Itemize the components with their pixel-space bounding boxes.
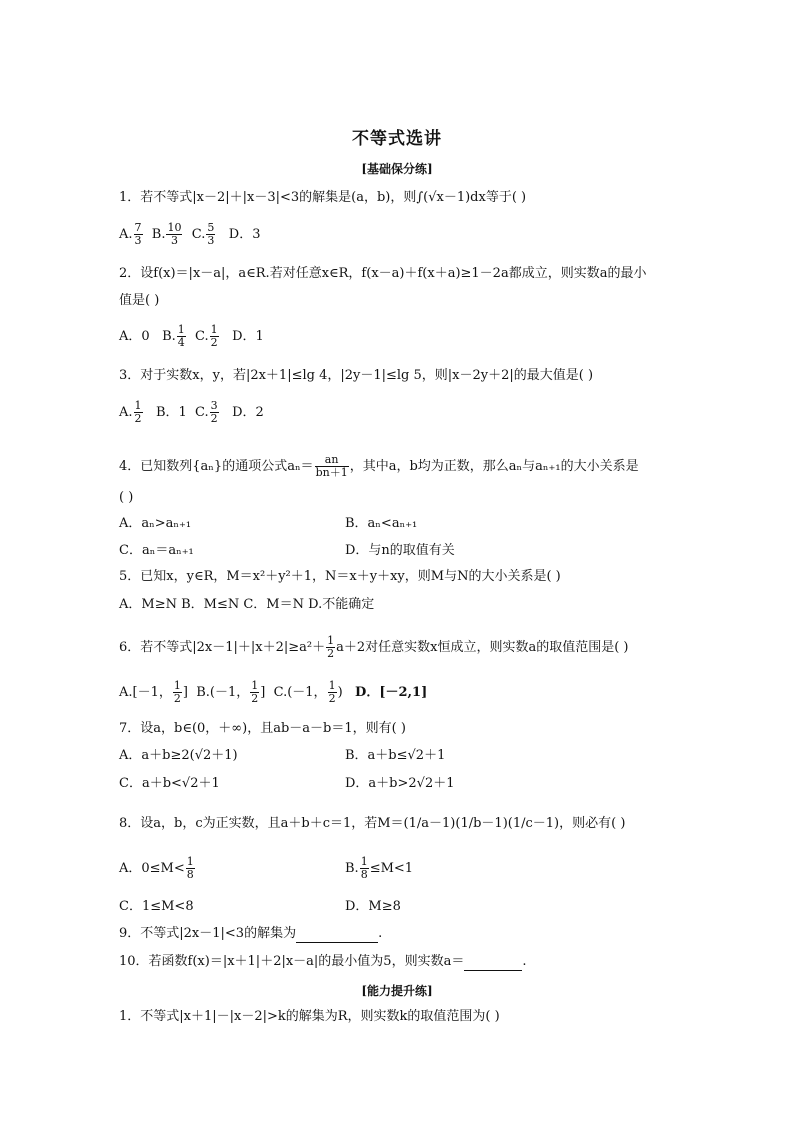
question-8-option-b: B. $\frac{1}{8}$ ≤M<1 [345,855,414,881]
page-title: 不等式选讲 [352,129,442,149]
option-c-fraction: $\frac{1}{2}$ [210,323,218,349]
question-4-stem: 4．已知数列{aₙ}的通项公式aₙ＝ $\frac{an}{bn+1}$ ，其中a，b均为正数，那么aₙ与aₙ₊₁的大小关系是 [119,453,639,479]
option-a-fraction: $\frac{7}{3}$ [134,221,142,247]
option-a-fraction: $\frac{1}{2}$ [173,679,181,705]
question-4-option-a: A．aₙ>aₙ₊₁ [119,516,192,531]
option-b-fraction: $\frac{10}{3}$ [167,221,182,247]
question-6-options: A.[－1， $\frac{1}{2}$ ] B.(－1， $\frac{1}{2}$ ] C.(－1， $\frac{1}{2}$ ) D．[－2,1] [119,679,428,705]
question-1-options: A. $\frac{7}{3}$ B. $\frac{10}{3}$ C. $\frac{5}{3}$ D．3 [119,221,261,247]
question-6-stem: 6．若不等式|2x－1|＋|x＋2|≥a²＋ $\frac{1}{2}$ a＋2对任意实数x恒成立，则实数a的取值范围是( ) [119,634,629,660]
question-7-option-a: A．a＋b≥2(√2＋1) [119,748,238,763]
option-c-fraction: $\frac{5}{3}$ [207,221,215,247]
question-5-options: A．M≥N B．M≤N C．M＝N D.不能确定 [119,597,375,612]
question-7-stem: 7．设a，b∈(0，＋∞)，且ab－a－b＝1，则有( ) [119,721,406,736]
question-7-option-b: B．a＋b≤√2＋1 [345,748,446,763]
option-c-fraction: $\frac{1}{2}$ [328,679,336,705]
option-b-fraction: $\frac{1}{4}$ [177,323,185,349]
section-advanced-heading: [能力提升练] [361,984,433,998]
option-a-fraction: $\frac{1}{2}$ [134,399,142,425]
question-9: 9．不等式|2x－1|<3的解集为 . [119,926,383,941]
option-a-fraction: $\frac{1}{8}$ [186,855,194,881]
question-4-option-c: C．aₙ＝aₙ₊₁ [119,543,194,558]
question-3-stem: 3．对于实数x，y，若|2x＋1|≤lg 4，|2y－1|≤lg 5，则|x－2y＋2|的最大值是( ) [119,368,594,383]
question-4-option-b: B．aₙ<aₙ₊₁ [345,516,418,531]
advanced-question-1-stem: 1．不等式|x＋1|－|x－2|>k的解集为R，则实数k的取值范围为( ) [119,1009,500,1024]
question-2-stem: 2．设f(x)＝|x－a|，a∈R.若对任意x∈R，f(x－a)＋f(x＋a)≥1－2a都成立，则实数a的最小 [119,266,647,281]
question-4-stem-cont: ( ) [119,490,134,505]
question-10: 10．若函数f(x)＝|x＋1|＋2|x－a|的最小值为5，则实数a＝ . [119,954,527,969]
question-2-stem-cont: 值是( ) [119,293,160,308]
question-7-option-c: C．a＋b<√2＋1 [119,776,220,791]
option-c-fraction: $\frac{3}{2}$ [210,399,218,425]
question-8-option-c: C．1≤M<8 [119,899,194,914]
option-b-fraction: $\frac{1}{8}$ [360,855,368,881]
question-8-option-d: D．M≥8 [345,899,401,914]
question-5-stem: 5．已知x，y∈R，M＝x²＋y²＋1，N＝x＋y＋xy，则M与N的大小关系是( ) [119,569,561,584]
question-8-stem: 8．设a，b，c为正实数，且a＋b＋c＝1，若M＝(1/a－1)(1/b－1)(1/c－1)，则必有( ) [119,816,626,831]
question-2-options: A．0 B. $\frac{1}{4}$ C. $\frac{1}{2}$ D．1 [119,323,264,349]
question-4-option-d: D．与n的取值有关 [345,543,455,558]
section-basic-heading: [基础保分练] [361,162,433,176]
option-b-fraction: $\frac{1}{2}$ [251,679,259,705]
question-8-option-a: A．0≤M< $\frac{1}{8}$ [119,855,194,881]
question-3-options: A. $\frac{1}{2}$ B．1 C. $\frac{3}{2}$ D．2 [119,399,264,425]
answer-blank [464,956,522,971]
formula-fraction: $\frac{an}{bn+1}$ [315,453,348,479]
answer-blank [296,928,378,943]
question-7-option-d: D．a＋b>2√2＋1 [345,776,455,791]
formula-fraction: $\frac{1}{2}$ [327,634,335,660]
question-1-stem: 1．若不等式|x－2|＋|x－3|<3的解集是(a，b)，则∫(√x－1)dx等于( ) [119,190,527,205]
